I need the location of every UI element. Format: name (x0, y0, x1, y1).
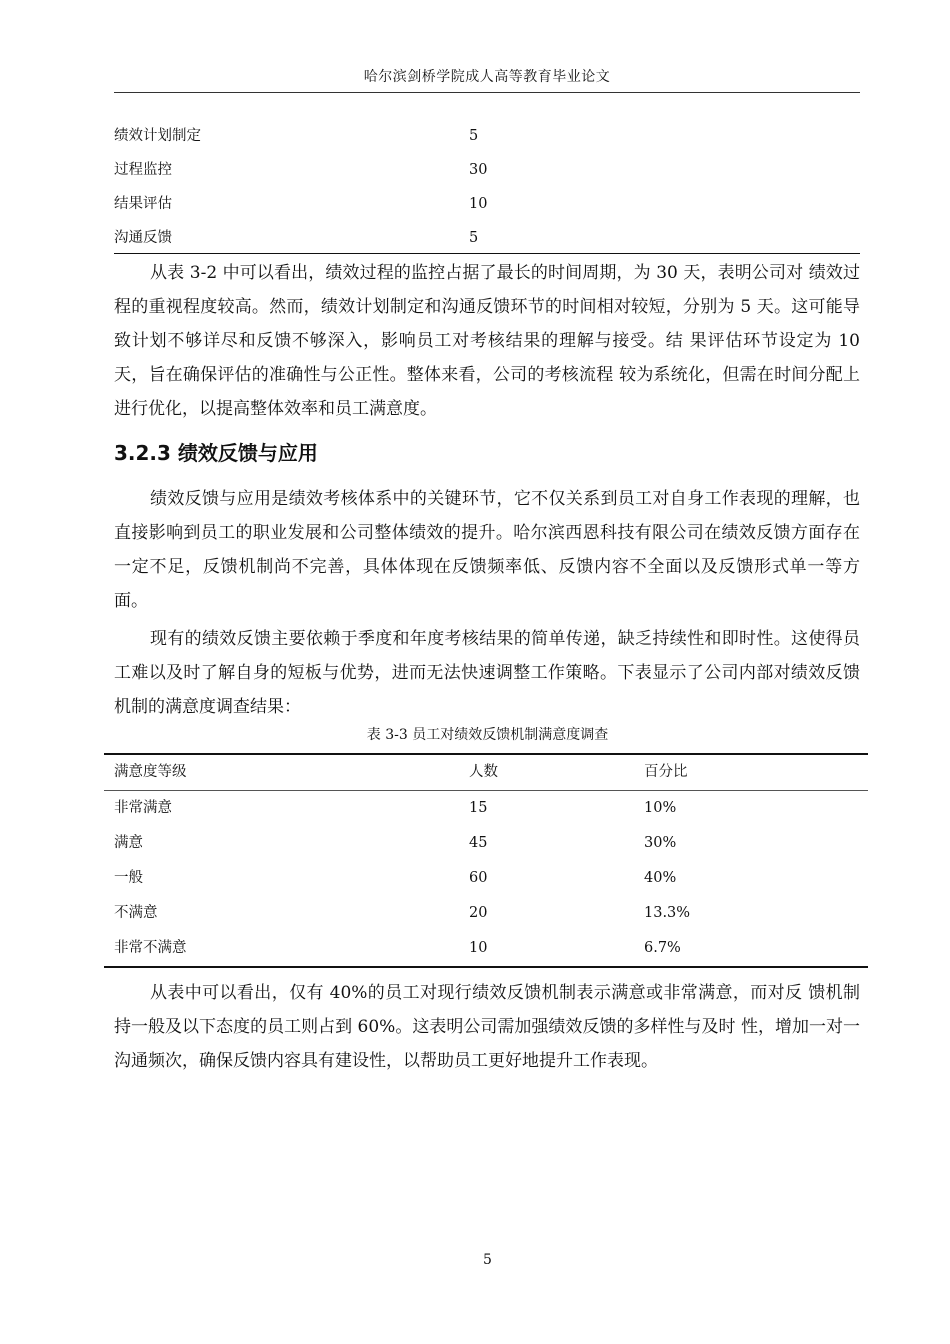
table-cell-days: 10 (469, 196, 488, 212)
table-cell-percent: 6.7% (644, 940, 681, 956)
table-cell-count: 15 (469, 800, 488, 816)
paragraph-table-3-3-analysis: 从表中可以看出，仅有 40%的员工对现行绩效反馈机制表示满意或非常满意，而对反 馈机制持一般及以下态度的员工则占到 60%。这表明公司需加强绩效反馈的多样性与及时 性，增加一对一沟通频次，确保反馈内容具有建设性，以帮助员工更好地提升工作表现。 (114, 983, 860, 1071)
table-cell-level: 满意 (114, 835, 143, 851)
table-cell-level: 非常满意 (114, 800, 172, 816)
table-cell-stage: 绩效计划制定 (114, 128, 201, 144)
table-row (114, 153, 860, 187)
table-cell-count: 60 (469, 870, 488, 886)
table-cell-count: 10 (469, 940, 488, 956)
table-cell-level: 非常不满意 (114, 940, 187, 956)
paragraph-table-3-2-analysis: 从表 3-2 中可以看出，绩效过程的监控占据了最长的时间周期，为 30 天，表明公司对 绩效过程的重视程度较高。然而，绩效计划制定和沟通反馈环节的时间相对较短，分别为 5 天。这可能导致计划不够详尽和反馈不够深入，影响员工对考核结果的理解与接受。结 果评估环节设定为 10 天，旨在确保评估的准确性与公正性。整体来看，公司的考核流程 较为系统化，但需在时间分配上进行优化，以提高整体效率和员工满意度。 (114, 263, 860, 419)
column-header-level: 满意度等级 (114, 764, 187, 780)
page-header: 哈尔滨剑桥学院成人高等教育毕业论文 (363, 69, 611, 85)
table-row (104, 861, 868, 896)
table-row (104, 931, 868, 966)
table-cell-count: 45 (469, 835, 488, 851)
table-row (114, 221, 860, 255)
table-cell-count: 20 (469, 905, 488, 921)
header-divider (114, 92, 860, 93)
table-cell-percent: 13.3% (644, 905, 691, 921)
table-cell-level: 一般 (114, 870, 143, 886)
table-cell-percent: 30% (644, 835, 677, 851)
satisfaction-table (104, 753, 868, 968)
section-heading (114, 437, 318, 466)
table-row (104, 896, 868, 931)
column-header-percent: 百分比 (644, 764, 688, 780)
table-3-2-continued (114, 119, 860, 255)
section-title: 绩效反馈与应用 (177, 441, 318, 465)
table-cell-percent: 10% (644, 800, 677, 816)
table-cell-days: 30 (469, 162, 488, 178)
table-cell-days: 5 (469, 230, 479, 246)
table-row (104, 826, 868, 861)
paragraph-feedback-intro: 绩效反馈与应用是绩效考核体系中的关键环节，它不仅关系到员工对自身工作表现的理解，也直接影响到员工的职业发展和公司整体绩效的提升。哈尔滨西恩科技有限公司在绩效反馈方面存在一定不足，反馈机制尚不完善，具体体现在反馈频率低、反馈内容不全面以及反馈形式单一等方面。 (114, 489, 860, 611)
table-cell-stage: 沟通反馈 (114, 230, 172, 246)
table-caption: 表 3-3 员工对绩效反馈机制满意度调查 (366, 727, 609, 743)
table-cell-days: 5 (469, 128, 479, 144)
section-number: 3.2.3 (114, 441, 171, 465)
column-header-count: 人数 (469, 764, 498, 780)
table-cell-level: 不满意 (114, 905, 158, 921)
table-header-row (104, 755, 868, 791)
table-cell-stage: 过程监控 (114, 162, 172, 178)
table-cell-stage: 结果评估 (114, 196, 172, 212)
table-row (114, 119, 860, 153)
table-cell-percent: 40% (644, 870, 677, 886)
table-bottom-rule (114, 253, 860, 254)
paragraph-feedback-current: 现有的绩效反馈主要依赖于季度和年度考核结果的简单传递，缺乏持续性和即时性。这使得员工难以及时了解自身的短板与优势，进而无法快速调整工作策略。下表显示了公司内部对绩效反馈机制的满意度调查结果： (114, 629, 860, 717)
page-number: 5 (483, 1252, 492, 1268)
table-row (114, 187, 860, 221)
table-row (104, 791, 868, 826)
